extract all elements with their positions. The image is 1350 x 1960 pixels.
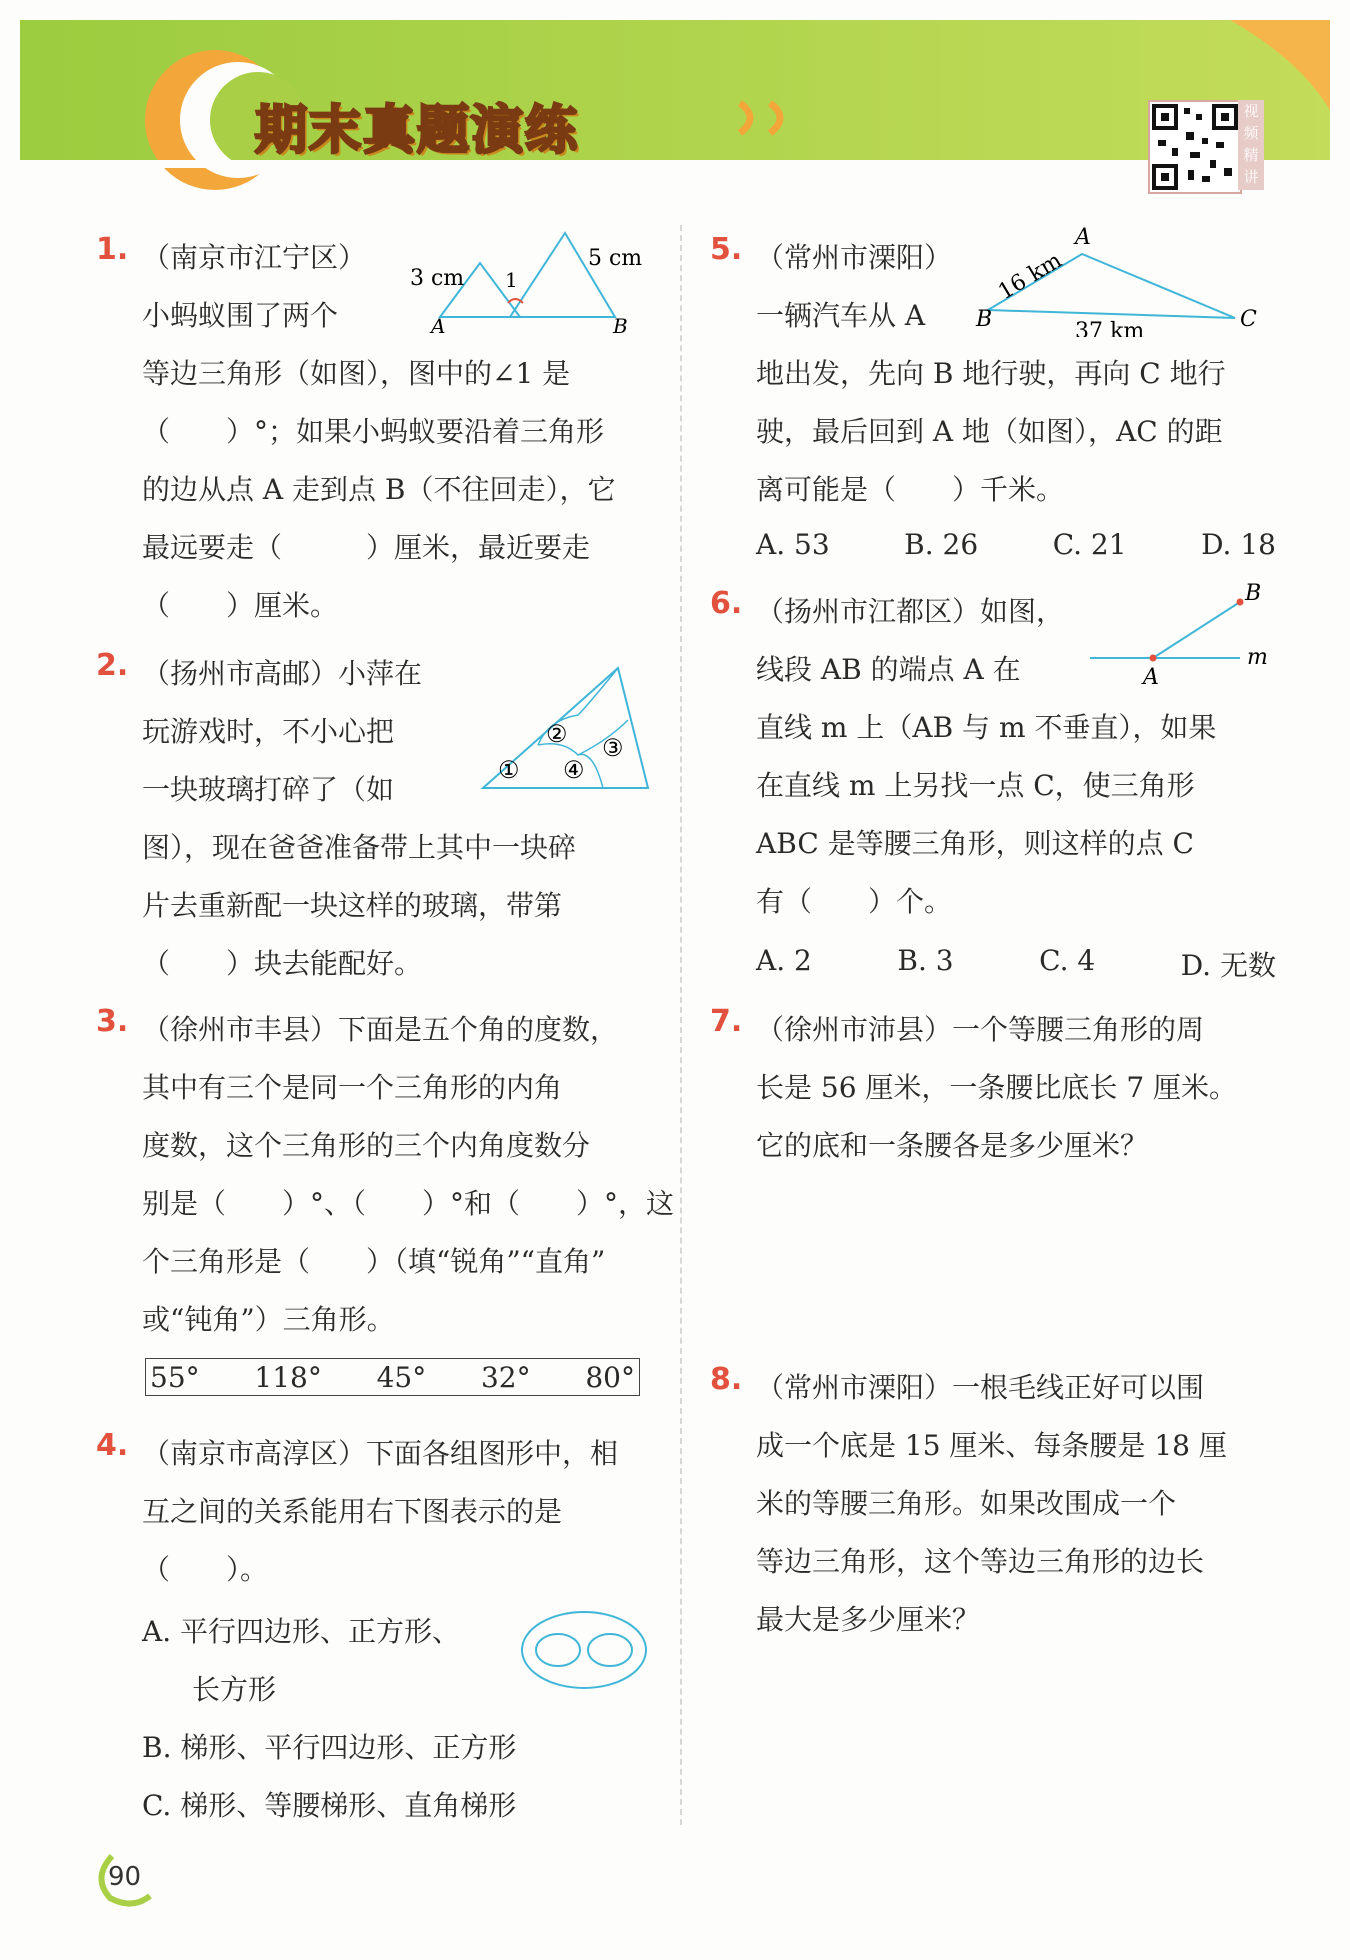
question-3-line: 度数，这个三角形的三个内角度数分 (142, 1129, 591, 1162)
route-triangle-figure (970, 222, 1270, 337)
angle-value: 118° (254, 1360, 322, 1394)
question-6-options (756, 944, 1276, 984)
segment-line-figure (1085, 580, 1275, 690)
fig5-point-b: B (976, 307, 993, 332)
question-6-line: ABC 是等腰三角形，则这样的点 C (756, 827, 1194, 860)
fig5-ab-length: 16 km (994, 248, 1067, 306)
question-3-line: 个三角形是（ ）（填“锐角”“直角” (142, 1245, 606, 1278)
question-6-line: 在直线 m 上另找一点 C，使三角形 (756, 769, 1195, 802)
question-7-line: （徐州市沛县）一个等腰三角形的周 (756, 1013, 1205, 1046)
question-2-line: （扬州市高邮）小萍在 (142, 657, 423, 690)
question-6-line: （扬州市江都区）如图， (756, 595, 1065, 628)
question-5-line: （常州市溧阳） (756, 241, 953, 274)
question-5-line: 离可能是（ ）千米。 (756, 473, 1065, 506)
question-2-line: 玩游戏时，不小心把 (142, 715, 395, 748)
angle-values-box (145, 1358, 640, 1396)
question-4-option-b: B. 梯形、平行四边形、正方形 (142, 1731, 517, 1764)
question-number: 4. (96, 1428, 129, 1463)
question-7-line: 它的底和一条腰各是多少厘米？ (756, 1129, 1149, 1162)
question-8-line: 最大是多少厘米？ (756, 1603, 981, 1636)
question-6-line: 直线 m 上（AB 与 m 不垂直），如果 (756, 711, 1217, 744)
option-d: D. 18 (1201, 528, 1276, 561)
double-chevron-icon (735, 98, 815, 138)
question-8-line: 等边三角形，这个等边三角形的边长 (756, 1545, 1205, 1578)
question-2-line: 片去重新配一块这样的玻璃，带第 (142, 889, 563, 922)
question-4-line: （南京市高淳区）下面各组图形中，相 (142, 1437, 619, 1470)
question-3-line: （徐州市丰县）下面是五个角的度数， (142, 1013, 619, 1046)
question-number: 6. (710, 586, 743, 621)
option-a: A. 2 (756, 944, 812, 977)
option-d: D. 无数 (1180, 949, 1276, 982)
question-3-line: 别是（ ）°、（ ）°和（ ）°，这 (142, 1187, 675, 1220)
column-divider (680, 225, 682, 1825)
fig1-angle-label: 1 (505, 268, 518, 292)
question-number: 5. (710, 232, 743, 267)
broken-glass-figure (478, 660, 653, 795)
fig6-point-b: B (1245, 581, 1262, 606)
fig6-point-a: A (1143, 665, 1159, 690)
question-4-option-c: C. 梯形、等腰梯形、直角梯形 (142, 1789, 517, 1822)
glass-piece-3: ③ (602, 734, 624, 762)
question-2-line: （ ）块去能配好。 (142, 947, 423, 980)
question-5-line: 驶，最后回到 A 地（如图），AC 的距 (756, 415, 1223, 448)
fig1-left-side: 3 cm (410, 266, 465, 291)
fig1-point-b: B (613, 314, 628, 335)
page-title: 期末真题演练 (255, 101, 580, 161)
option-b: B. 3 (897, 944, 954, 977)
question-8-line: （常州市溧阳）一根毛线正好可以围 (756, 1371, 1205, 1404)
qr-side-label: 视频精讲 (1238, 100, 1264, 190)
question-1-line: 最远要走（ ）厘米，最近要走 (142, 531, 591, 564)
angle-value: 45° (376, 1360, 427, 1394)
fig5-bc-length: 37 km (1075, 319, 1145, 337)
two-triangles-figure (405, 225, 655, 335)
qr-code-icon (1150, 102, 1240, 192)
question-5-options (756, 528, 1276, 561)
question-2-line: 图），现在爸爸准备带上其中一块碎 (142, 831, 577, 864)
question-6-line: 线段 AB 的端点 A 在 (756, 653, 1021, 686)
question-number: 2. (96, 648, 129, 683)
question-7-line: 长是 56 厘米，一条腰比底长 7 厘米。 (756, 1071, 1238, 1104)
question-8-line: 成一个底是 15 厘米、每条腰是 18 厘 (756, 1429, 1227, 1462)
venn-diagram-figure (518, 1608, 650, 1692)
angle-value: 80° (585, 1360, 635, 1394)
header-banner (0, 0, 1350, 210)
fig1-point-a: A (431, 314, 446, 335)
question-8-line: 米的等腰三角形。如果改围成一个 (756, 1487, 1177, 1520)
question-3-line: 或“钝角”）三角形。 (142, 1303, 395, 1336)
angle-value: 55° (150, 1360, 200, 1394)
question-2-line: 一块玻璃打碎了（如 (142, 773, 395, 806)
question-4-option-a-cont: 长方形 (192, 1673, 277, 1706)
question-1-line: 小蚂蚁围了两个 (142, 299, 339, 332)
glass-piece-2: ② (546, 720, 568, 748)
question-1-line: 等边三角形（如图），图中的∠1 是 (142, 357, 571, 390)
question-5-line: 地出发，先向 B 地行驶，再向 C 地行 (756, 357, 1226, 390)
fig6-line-m: m (1247, 645, 1268, 670)
question-number: 3. (96, 1004, 129, 1039)
question-1-line: （ ）°；如果小蚂蚁要沿着三角形 (142, 415, 605, 448)
option-b: B. 26 (904, 528, 979, 561)
question-1-line: （南京市江宁区） (142, 241, 367, 274)
option-c: C. 21 (1052, 528, 1127, 561)
question-1-line: （ ）厘米。 (142, 589, 339, 622)
question-4-option-a: A. 平行四边形、正方形、 (142, 1615, 461, 1648)
fig1-right-side: 5 cm (588, 246, 643, 271)
glass-piece-1: ① (498, 756, 520, 784)
option-a: A. 53 (756, 528, 830, 561)
question-6-line: 有（ ）个。 (756, 885, 953, 918)
question-number: 7. (710, 1004, 743, 1039)
option-c: C. 4 (1039, 944, 1096, 977)
question-number: 1. (96, 232, 129, 267)
question-4-line: 互之间的关系能用右下图表示的是 (142, 1495, 563, 1528)
angle-value: 32° (480, 1360, 531, 1394)
glass-piece-4: ④ (563, 756, 585, 784)
fig5-point-c: C (1240, 307, 1257, 332)
question-3-line: 其中有三个是同一个三角形的内角 (142, 1071, 563, 1104)
page-number: 90 (108, 1862, 142, 1892)
qr-code[interactable] (1148, 100, 1242, 194)
question-1-line: 的边从点 A 走到点 B（不往回走），它 (142, 473, 616, 506)
question-5-line: 一辆汽车从 A (756, 299, 926, 332)
question-4-line: （ ）。 (142, 1553, 269, 1586)
fig5-point-a: A (1075, 225, 1091, 250)
question-number: 8. (710, 1362, 743, 1397)
